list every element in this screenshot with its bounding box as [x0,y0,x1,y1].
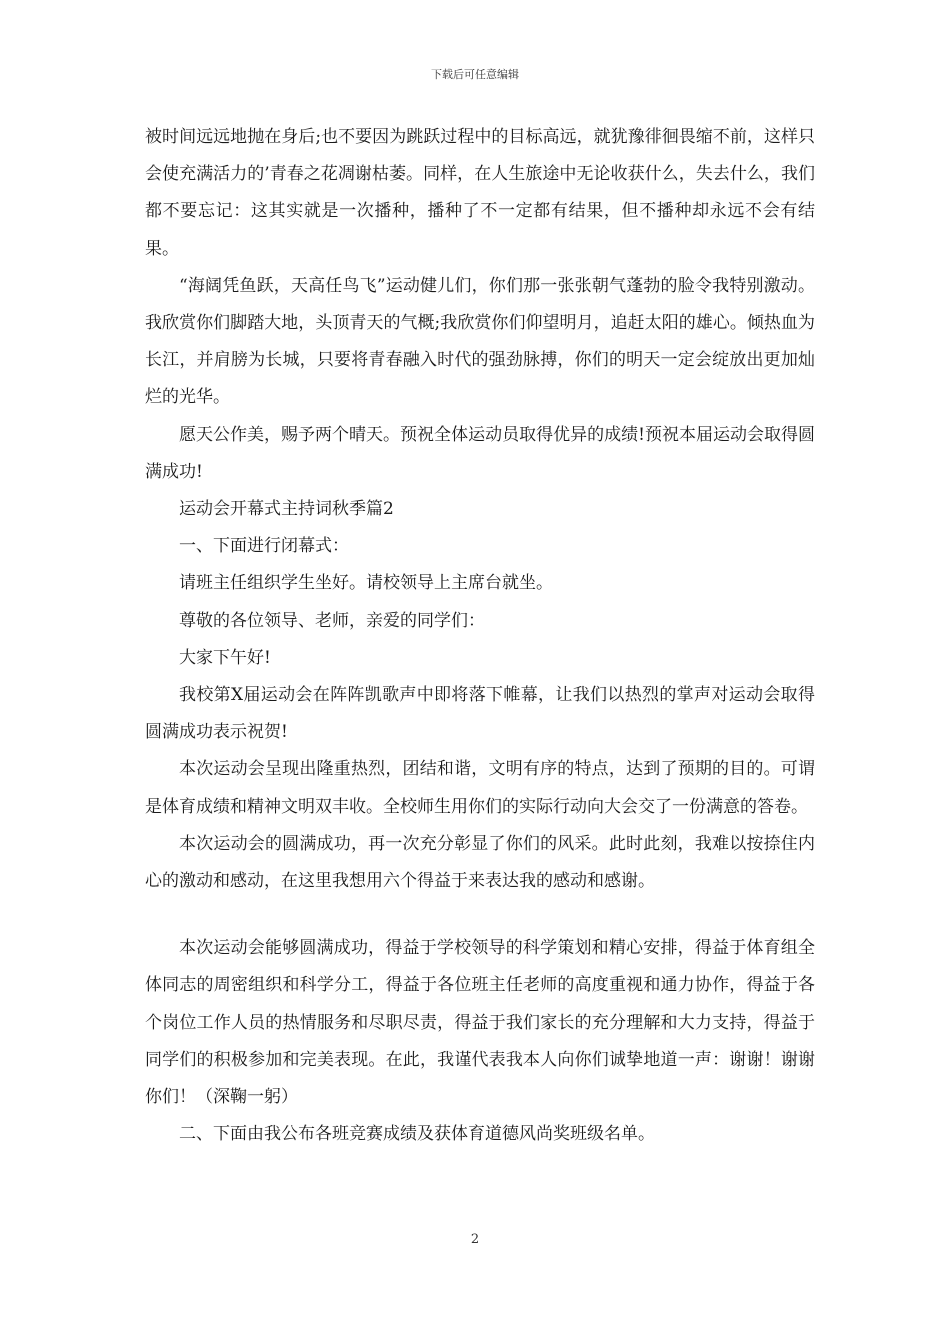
document-body [145,119,815,1153]
paragraph: 我校第X届运动会在阵阵凯歌声中即将落下帷幕，让我们以热烈的掌声对运动会取得圆满成功表示祝贺! [145,685,815,743]
paragraph: 尊敬的各位领导、老师，亲爱的同学们： [179,610,485,631]
paragraph: 一、下面进行闭幕式： [179,536,349,557]
paragraph-continuation: 被时间远远地抛在身后;也不要因为跳跃过程中的目标高远，就犹豫徘徊畏缩不前，这样只会使充满活力的’青春之花凋谢枯萎。同样，在人生旅途中无论收获什么，失去什么，我们都不要忘记：这其实就是一次播种，播种了不一定都有结果，但不播种却永远不会有结果。 [145,127,815,259]
paragraph: 请班主任组织学生坐好。请校领导上主席台就坐。 [179,573,553,594]
page-number: 2 [470,1232,480,1247]
paragraph: 愿天公作美，赐予两个晴天。预祝全体运动员取得优异的成绩!预祝本届运动会取得圆满成功! [145,424,815,482]
page-header: 下载后可任意编辑 [431,68,519,81]
paragraph: 本次运动会能够圆满成功，得益于学校领导的科学策划和精心安排，得益于体育组全体同志的周密组织和科学分工，得益于各位班主任老师的高度重视和通力协作，得益于各个岗位工作人员的热情服务和尽职尽责，得益于我们家长的充分理解和大力支持，得益于同学们的积极参加和完美表现。在此，我谨代表我本人向你们诚挚地道一声：谢谢！谢谢你们！（深鞠一躬） [145,938,815,1108]
paragraph: 二、下面由我公布各班竞赛成绩及获体育道德风尚奖班级名单。 [179,1124,655,1145]
section-title: 运动会开幕式主持词秋季篇2 [179,499,394,520]
paragraph: 本次运动会的圆满成功，再一次充分彰显了你们的风采。此时此刻，我难以按捺住内心的激动和感动，在这里我想用六个得益于来表达我的感动和感谢。 [145,833,815,892]
paragraph: “海阔凭鱼跃，天高任鸟飞”运动健儿们，你们那一张张朝气蓬勃的脸令我特别激动。我欣赏你们脚踏大地，头顶青天的气概;我欣赏你们仰望明月，追赶太阳的雄心。倾热血为长江，并肩膀为长城，只要将青春融入时代的强劲脉搏，你们的明天一定会绽放出更加灿烂的光华。 [145,275,815,408]
paragraph: 大家下午好! [179,647,271,668]
paragraph: 本次运动会呈现出隆重热烈，团结和谐，文明有序的特点，达到了预期的目的。可谓是体育成绩和精神文明双丰收。全校师生用你们的实际行动向大会交了一份满意的答卷。 [145,759,815,817]
